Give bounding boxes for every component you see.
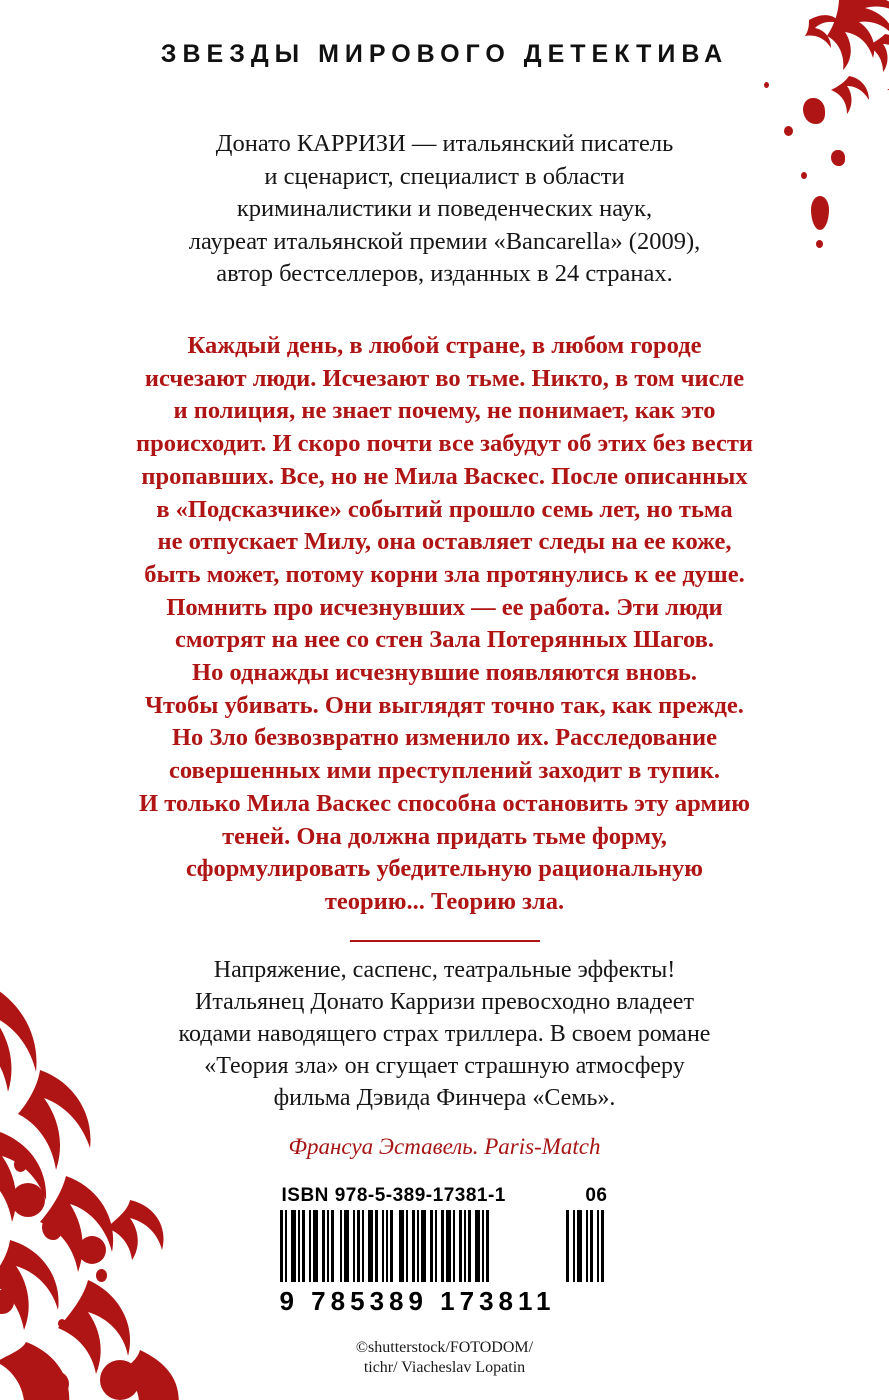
review-line: фильма Дэвида Финчера «Семь». [273,1084,616,1111]
annotation-line: исчезают люди. Исчезают во тьме. Никто, в том числе [144,364,745,392]
barcode-block [280,1185,610,1317]
barcode-addon-bars [566,1210,610,1282]
blood-splatter [42,1216,62,1240]
author-line: криминалистики и поведенческих наук, [236,195,653,223]
annotation-line: не отпускает Милу, она оставляет следы на ее коже, [157,528,732,556]
review-source: Франсуа Эставель. Paris-Match [288,1133,601,1159]
annotation-line: пропавших. Все, но не Мила Васкес. После описанных [141,462,748,490]
credit-line: tichr/ Viacheslav Lopatin [363,1359,526,1376]
annotation-line: теней. Она должна придать тьме форму, [222,822,667,850]
annotation-line: И только Мила Васкес способна остановить эту армию [139,789,750,817]
author-description [90,128,799,291]
annotation-line: Каждый день, в любой стране, в любом городе [187,332,702,359]
isbn-label: ISBN [281,1185,329,1206]
isbn-label-and-number [282,1185,506,1207]
annotation-line: сформулировать убедительную рациональную [186,855,703,883]
floral-ornament-top-right [689,0,889,140]
annotation-line: Чтобы убивать. Они выглядят точно так, как прежде. [145,691,744,719]
blood-splatter [831,150,845,166]
review-line: «Теория зла» он сгущает страшную атмосферу [204,1052,685,1079]
author-line: лауреат итальянской премии «Bancarella» (2009), [188,227,701,255]
author-line: Донато КАРРИЗИ — итальянский писатель [215,130,674,157]
ean-digits: 9 785389 173811 [279,1286,556,1316]
annotation-line: теорию... Теорию зла. [324,887,565,915]
photo-credit [0,1338,889,1378]
author-line: и сценарист, специалист в области [264,162,625,190]
barcode-bars-container [280,1210,610,1282]
annotation-line: Но однажды исчезнувшие появляются вновь. [192,659,697,687]
blood-splatter [801,172,807,179]
ean13-bars [280,1210,556,1282]
barcode-addon-number: 06 [585,1185,608,1206]
annotation-line: Помнить про исчезнувших — ее работа. Эти люди [166,593,723,621]
blood-splatter [816,240,823,248]
blood-splatter [803,98,825,124]
annotation-line: совершенных ими преступлений заходит в тупик. [169,757,720,785]
annotation-line: и полиция, не знает почему, не понимает, как это [173,397,716,425]
blood-splatter [96,1269,107,1282]
annotation-line: смотрят на нее со стен Зала Потерянных Шагов. [175,626,714,654]
blood-splatter [58,1319,66,1328]
press-review [100,955,789,1162]
blood-splatter [14,1157,27,1172]
review-line: Итальянец Донато Карризи превосходно владеет [195,988,694,1015]
review-line: кодами наводящего страх триллера. В своем романе [178,1020,711,1047]
credit-line: ©shutterstock/FOTODOM/ [355,1339,534,1356]
annotation-line: Но Зло безвозвратно изменило их. Расследование [172,724,717,752]
author-line: автор бестселлеров, изданных в 24 странах. [216,260,673,288]
section-divider [350,940,540,942]
annotation-line: быть может, потому корни зла протянулись к ее душе. [144,560,745,588]
isbn-number: 978-5-389-17381-1 [334,1185,506,1206]
annotation-line: в «Подсказчике» событий прошло семь лет, но тьма [156,495,733,523]
book-annotation [72,330,817,919]
blood-splatter [811,196,829,230]
isbn-row [280,1185,610,1207]
blood-splatter [764,82,769,88]
annotation-line: происходит. И скоро почти все забудут об этих без вести [136,430,753,458]
review-line: Напряжение, саспенс, театральные эффекты! [213,957,676,983]
series-header: ЗВЕЗДЫ МИРОВОГО ДЕТЕКТИВА [160,40,729,68]
